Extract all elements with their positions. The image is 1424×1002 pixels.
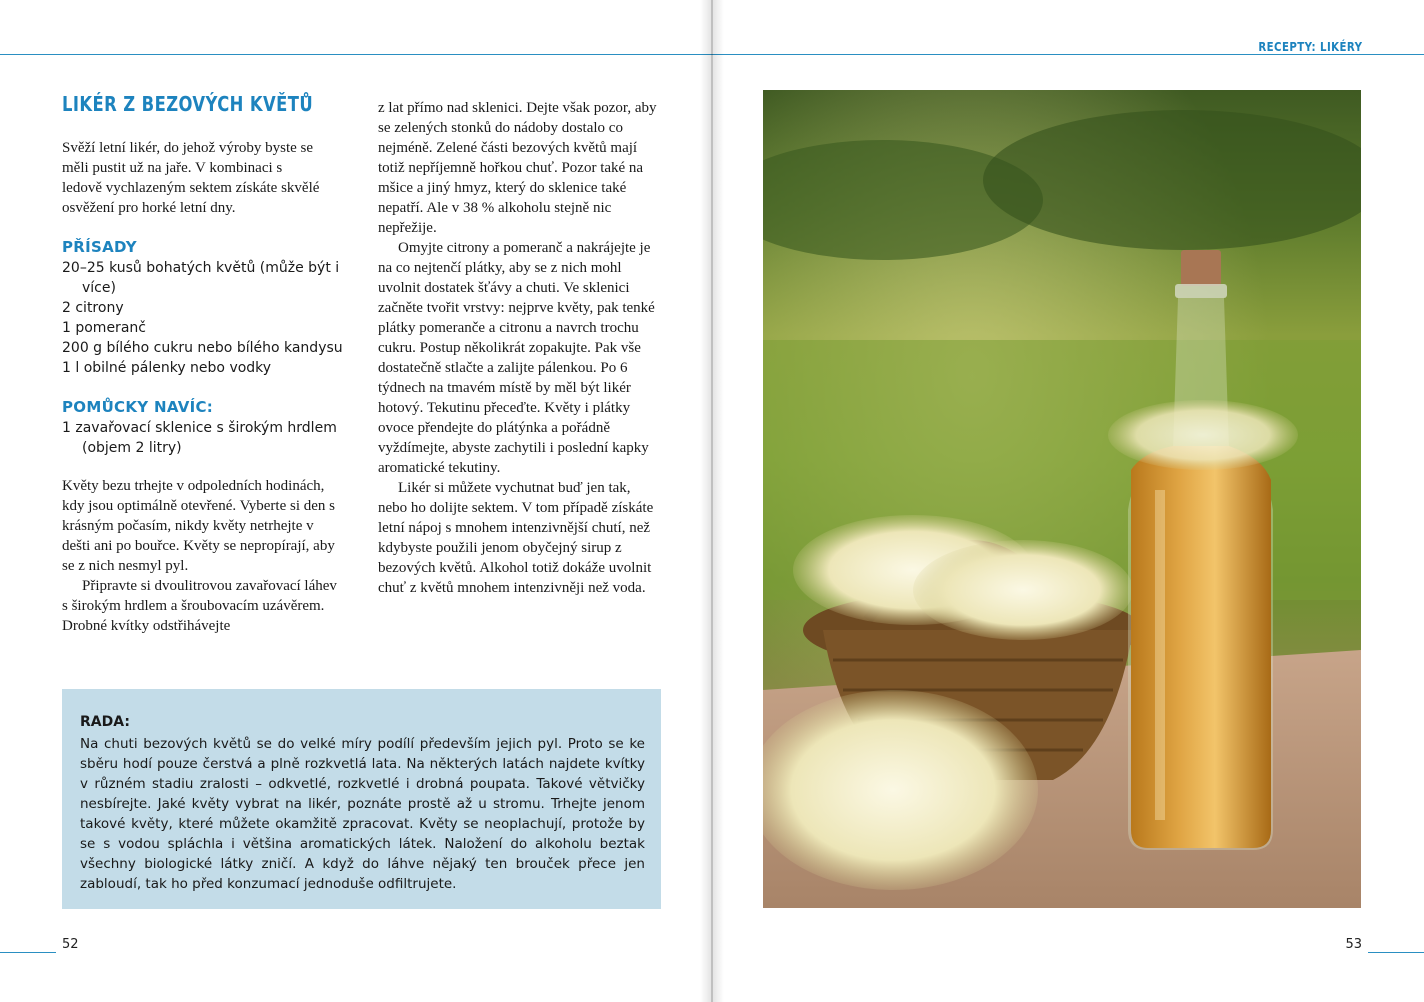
page-number-left: 52 xyxy=(62,937,79,952)
method-paragraph: Omyjte citrony a pomeranč a nakrájejte je na co nejtenčí plátky, aby se z nich mohl uvolnit dostatek šťávy a chuti. Ve sklenici začněte tvořit vrstvy: nejprve květy, pak tenké plátky pomeranče a citronu a navrch trochu cukru. Postup několikrát zopakujte. Pak vše dostatečně stlačte a zalijte pálenkou. Po 6 týdnech na tmavém místě by měl být likér hotový. Tekutinu přeceďte. Květy i plátky ovoce přendejte do plátýnka a pořádně vyždímejte, abyste zachytili i poslední kapky aromatické tekutiny. xyxy=(378,240,655,476)
recipe-title: LIKÉR Z BEZOVÝCH KVĚTŮ xyxy=(62,92,314,116)
method-paragraph: Likér si můžete vychutnat buď jen tak, nebo ho dolijte sektem. V tom případě získáte letní nápoj s mnohem intenzivnější chutí, než kdybyste použili jenom obyčejný sirup z bezových květů. Alkohol totiž dokáže uvolnit chuť z květů mnohem intenzivněji než voda. xyxy=(378,480,654,596)
tip-label: RADA: xyxy=(80,714,130,730)
method-paragraph: z lat přímo nad sklenici. Dejte však pozor, aby se zelených stonků do nádoby dostalo co nejméně. Zelené části bezových květů mají totiž nepříjemně hořkou chuť. Pozor také na mšice a jiný hmyz, který do sklenice také nepatří. Ale v 38 % alkoholu stejně nic nepřežije. xyxy=(378,100,657,236)
top-rule-left xyxy=(0,54,712,55)
ingredient-item: 1 pomeranč xyxy=(62,320,146,336)
right-page xyxy=(712,0,1424,1002)
method-paragraph: Květy bezu trhejte v odpoledních hodinách, kdy jsou optimálně otevřené. Vyberte si den s krásným počasím, nikdy květy netrhejte v dešti ani po bouřce. Květy se nepropírají, aby se z nich nesmyl pyl. xyxy=(62,478,336,574)
ingredient-item: 200 g bílého cukru nebo bílého kandysu xyxy=(62,340,343,356)
ingredients-heading: PŘÍSADY xyxy=(62,238,137,256)
book-spine-shadow xyxy=(700,0,724,1002)
ingredient-item: 2 citrony xyxy=(62,300,124,316)
tip-text: Na chuti bezových květů se do velké míry podílí především jejich pyl. Proto se ke sběru hodí pouze čerstvá a plně rozkvetlá lata. Na některých latách najdete kvítky v různém stadiu zralosti – odkvetlé, rozkvetlé i drobná poupata. Takové větvičky nesbírejte. Jaké květy vybrat na likér, poznáte prostě až u stromu. Trhejte jenom takové květy, které můžete okamžitě zpracovat. Květy se neoplachují, protože by se s vodou spláchla i většina aromatických látek. Naložení do alkoholu beztak všechny biologické látky zničí. A když do láhve nějaký ten brouček přece jen zabloudí, tak ho před konzumací jednoduše odfiltrujete. xyxy=(80,736,645,892)
intro-paragraph: Svěží letní likér, do jehož výroby byste se měli pustit už na jaře. V kombinaci s ledově vychlazeným sektem získáte skvělé osvěžení pro horké letní dny. xyxy=(62,140,320,216)
method-column-1 xyxy=(62,476,340,636)
method-column-2 xyxy=(378,98,663,598)
tools-list xyxy=(62,418,352,458)
bottom-rule-right xyxy=(1368,952,1424,953)
tip-box xyxy=(62,689,661,909)
ingredient-item: 1 l obilné pálenky nebo vodky xyxy=(62,360,272,376)
ingredients-list xyxy=(62,258,352,378)
ingredient-item: 20–25 kusů bohatých květů (může být i více) xyxy=(62,260,340,296)
method-paragraph: Připravte si dvoulitrovou zavařovací láhev s širokým hrdlem a šroubovacím uzávěrem. Drobné kvítky odstřihávejte xyxy=(62,578,337,634)
bottom-rule-left xyxy=(0,952,56,953)
tool-item: 1 zavařovací sklenice s širokým hrdlem (objem 2 litry) xyxy=(62,420,337,456)
elderflower-liqueur-photo xyxy=(763,90,1361,908)
tools-heading: POMŮCKY NAVÍC: xyxy=(62,398,214,416)
page-number-right: 53 xyxy=(1345,937,1362,952)
top-rule-right xyxy=(712,54,1424,55)
running-head: RECEPTY: LIKÉRY xyxy=(1257,40,1362,54)
